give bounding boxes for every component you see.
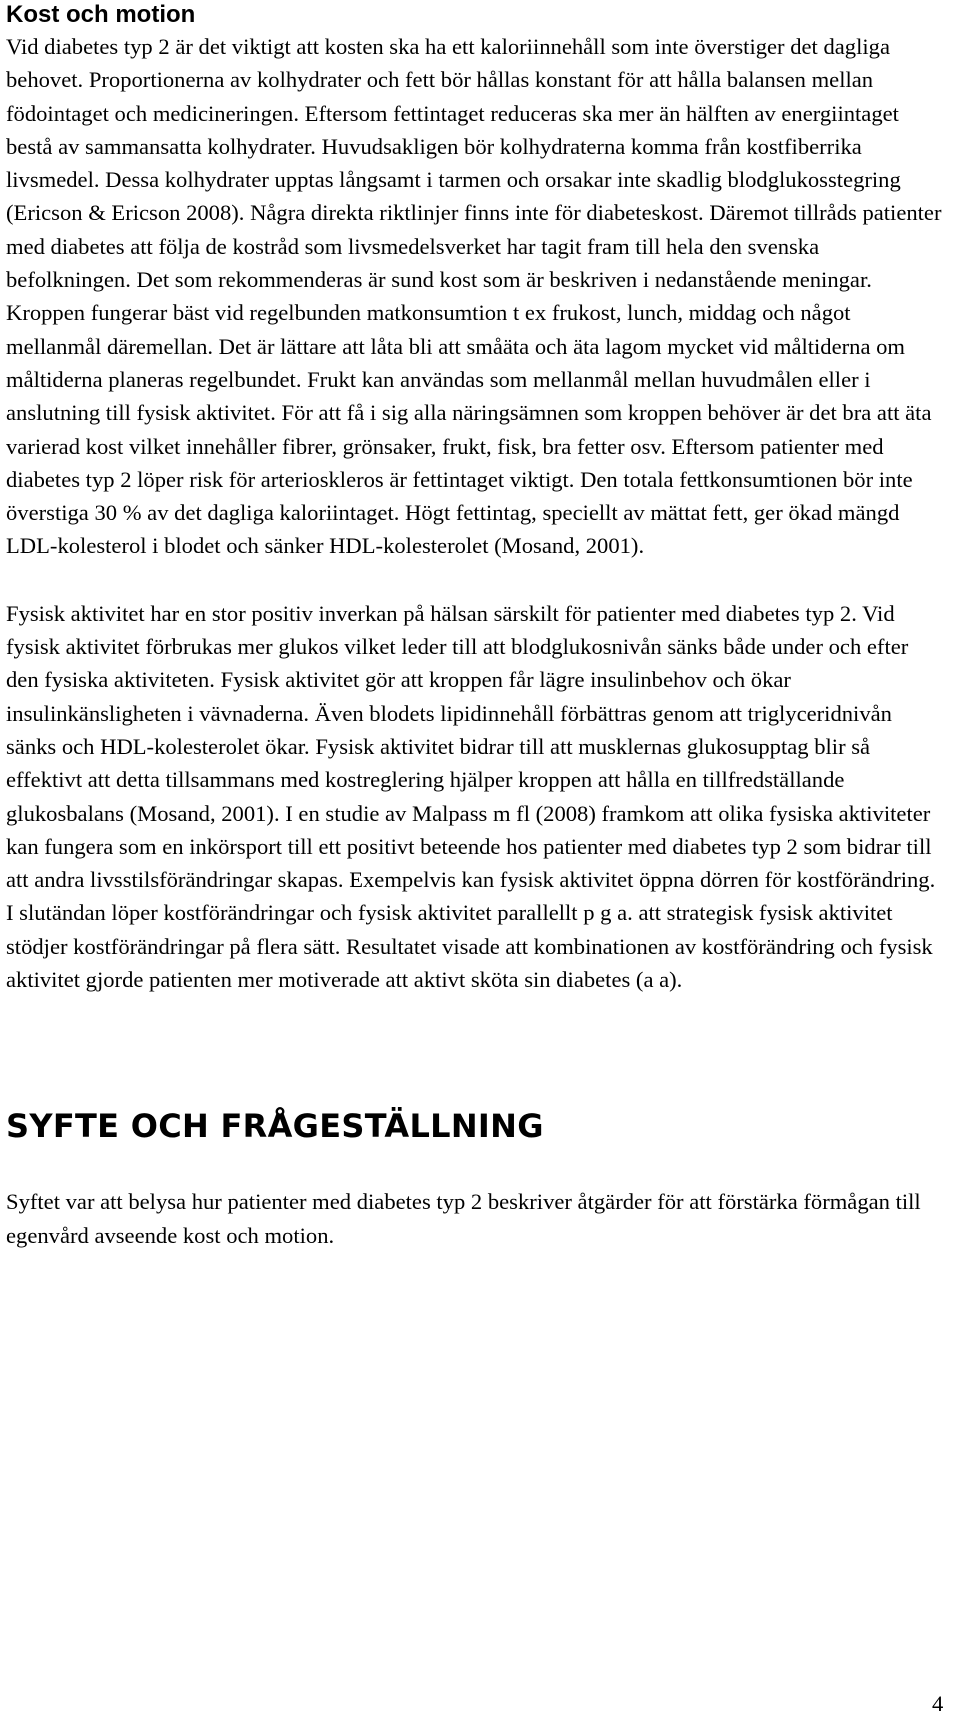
section-heading: Kost och motion	[6, 1, 196, 28]
document-page	[6, 0, 946, 1252]
exercise-paragraph: Fysisk aktivitet har en stor positiv inverkan på hälsan särskilt för patienter med diabetes typ 2. Vid fysisk aktivitet förbrukas mer glukos vilket leder till att blodglukosnivån sänks både under och efter den fysiska aktiviteten. Fysisk aktivitet gör att kroppen får lägre insulinbehov och ökar insulinkänsligheten i vävnaderna. Även blodets lipidinnehåll förbättras genom att triglyceridnivån sänks och HDL-kolesterolet ökar. Fysisk aktivitet bidrar till att musklernas glukosupptag blir så effektivt att detta tillsammans med kostreglering hjälper kroppen att hålla en tillfredställande glukosbalans (Mosand, 2001). I en studie av Malpass m fl (2008) framkom att olika fysiska aktiviteter kan fungera som en inkörsport till ett positivt beteende hos patienter med diabetes typ 2 som bidrar till att andra livsstilsförändringar skapas. Exempelvis kan fysisk aktivitet öppna dörren för kostförändring. I slutändan löper kostförändringar och fysisk aktivitet parallellt p g a. att strategisk fysisk aktivitet stödjer kostförändringar på flera sätt. Resultatet visade att kombinationen av kostförändring och fysisk aktivitet gjorde patienten mer motiverade att aktivt sköta sin diabetes (a a).	[6, 600, 936, 993]
page-number: 4	[932, 1691, 944, 1716]
diet-paragraph: Vid diabetes typ 2 är det viktigt att kosten ska ha ett kaloriinnehåll som inte överstiger det dagliga behovet. Proportionerna av kolhydrater och fett bör hållas konstant för att hålla balansen mellan födointaget och medicineringen. Eftersom fettintaget reduceras ska mer än hälften av energiintaget bestå av sammansatta kolhydrater. Huvudsakligen bör kolhydraterna komma från kostfiberrika livsmedel. Dessa kolhydrater upptas långsamt i tarmen och orsakar inte skadlig blodglukosstegring (Ericson & Ericson 2008). Några direkta riktlinjer finns inte för diabeteskost. Däremot tillråds patienter med diabetes att följa de kostråd som livsmedelsverket har tagit fram till hela den svenska befolkningen. Det som rekommenderas är sund kost som är beskriven i nedanstående meningar. Kroppen fungerar bäst vid regelbunden matkonsumtion t ex frukost, lunch, middag och något mellanmål däremellan. Det är lättare att låta bli att småäta och äta lagom mycket vid måltiderna om måltiderna planeras regelbundet. Frukt kan användas som mellanmål mellan huvudmålen eller i anslutning till fysisk aktivitet. För att få i sig alla näringsämnen som kroppen behöver är det bra att äta varierad kost vilket innehåller fibrer, grönsaker, frukt, fisk, bra fetter osv. Eftersom patienter med diabetes typ 2 löper risk för arterioskleros är fettintaget viktigt. Den totala fettkonsumtionen bör inte överstiga 30 % av det dagliga kaloriintaget. Högt fettintag, speciellt av mättat fett, ger ökad mängd LDL-kolesterol i blodet och sänker HDL-kolesterolet (Mosand, 2001).	[6, 34, 942, 559]
purpose-paragraph: Syftet var att belysa hur patienter med diabetes typ 2 beskriver åtgärder för att förstärka förmågan till egenvård avseende kost och motion.	[6, 1189, 921, 1248]
purpose-heading: SYFTE OCH FRÅGESTÄLLNING	[6, 1107, 544, 1146]
